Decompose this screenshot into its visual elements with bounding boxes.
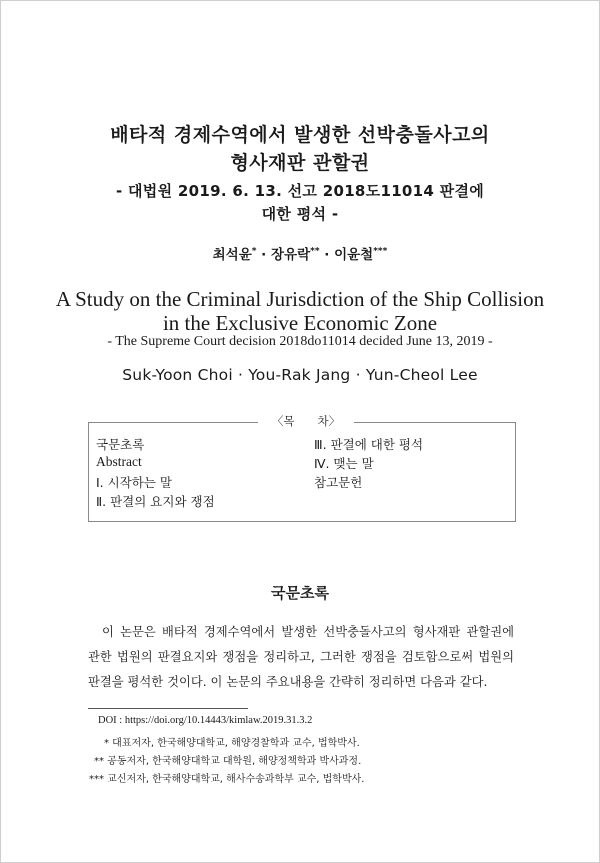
author-3-name: 이윤철 [334, 247, 374, 263]
toc-item-introduction: Ⅰ. 시작하는 말 [96, 475, 172, 490]
toc-label: 〈목 차〉 [258, 413, 354, 429]
title-english-line-1: A Study on the Criminal Jurisdiction of the Ship Collision [55, 287, 545, 311]
footnote-rule [88, 708, 248, 709]
author-1-name: 최석윤 [212, 247, 252, 263]
author-2-mark: ** [310, 246, 320, 257]
author-3-mark: *** [373, 246, 388, 257]
authors-english: Suk-Yoon Choi · You-Rak Jang · Yun-Cheol Lee [122, 366, 478, 384]
title-korean-line-2: 형사재판 관할권 [230, 152, 370, 174]
footnote-doi: DOI : https://doi.org/10.14443/kimlaw.2019.31.3.2 [98, 715, 313, 726]
authors-korean [0, 243, 600, 263]
author-1-mark: * [251, 246, 257, 257]
toc-item-abstract: Abstract [96, 454, 142, 469]
subtitle-korean-line-1: - 대법원 2019. 6. 13. 선고 2018도11014 판결에 [115, 182, 485, 200]
title-korean-line-1: 배타적 경제수역에서 발생한 선박충돌사고의 [110, 124, 490, 146]
title-english-line-2: in the Exclusive Economic Zone [162, 311, 438, 335]
footnote-author-3: *** 교신저자, 한국해양대학교, 해사수송과학부 교수, 법학박사. [89, 774, 365, 785]
toc-item-conclusion: Ⅳ. 맺는 말 [314, 456, 374, 471]
subtitle-korean-line-2: 대한 평석 - [261, 205, 339, 223]
author-2-name: 장유락 [271, 247, 311, 263]
toc-item-commentary: Ⅲ. 판결에 대한 평석 [314, 437, 424, 452]
footnote-author-2: ** 공동저자, 한국해양대학교 대학원, 해양정책학과 박사과정. [94, 756, 362, 767]
subtitle-english: - The Supreme Court decision 2018do11014 decided June 13, 2019 - [107, 334, 493, 349]
footnote-author-1: * 대표저자, 한국해양대학교, 해양경찰학과 교수, 법학박사. [104, 738, 360, 749]
toc-item-korean-abstract: 국문초록 [96, 437, 145, 452]
abstract-paragraph: 이 논문은 배타적 경제수역에서 발생한 선박충돌사고의 형사재판 관할권에 관한 법원의 판결요지와 쟁점을 정리하고, 그러한 쟁점을 검토함으로써 법원의 판결을 평석한 것이다. 이 논문의 주요내용을 간략히 정리하면 다음과 같다. [88, 625, 514, 689]
author-separator: · [256, 247, 272, 263]
author-separator: · [319, 247, 335, 263]
section-heading-abstract: 국문초록 [271, 584, 329, 602]
toc-item-references: 참고문헌 [314, 475, 363, 490]
toc-item-summary-and-issues: Ⅱ. 판결의 요지와 쟁점 [96, 494, 215, 509]
